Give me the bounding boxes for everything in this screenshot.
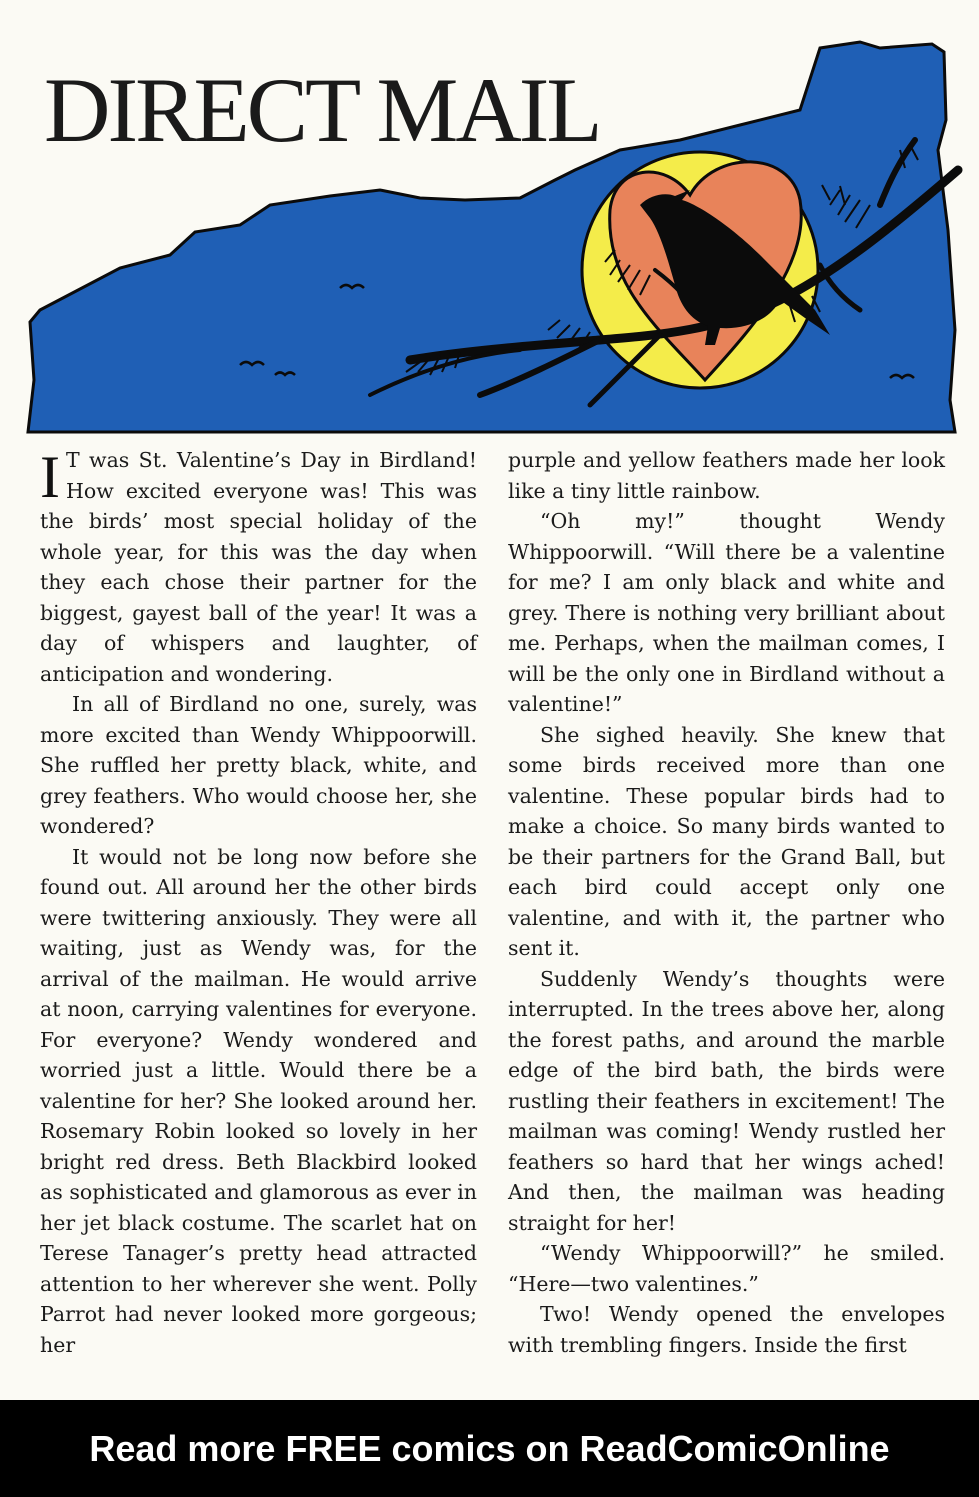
paragraph: It would not be long now before she found out. All around her the other birds were twittering anxiously. They were all waiting, just as Wendy was, for the arrival of the mailman. He would arrive at noon, carrying valentines for everyone. For everyone? Wendy wondered and worried just a little. Would there be a valentine for her? She looked around her. Rosemary Robin looked so lovely in her bright red dress. Beth Blackbird looked as sophisticated and glamorous as ever in her jet black costume. The scarlet hat on Terese Tanager’s pretty head attracted attention to her wherever she went. Polly Parrot had never looked more gorgeous; her [40, 844, 477, 1357]
drop-cap: I [40, 444, 60, 510]
paragraph: Suddenly Wendy’s thoughts were interrupted. In the trees above her, along the forest paths, and around the marble edge of the bird bath, the birds were rustling their feathers in excitement! The mailman was coming! Wendy rustled her feathers so hard that her wings ached! And then, the mailman was heading straight for her! [508, 966, 945, 1235]
left-column [40, 445, 477, 1360]
paragraph: “Oh my!” thought Wendy Whippoorwill. “Will there be a valentine for me? I am only black and white and grey. There is nothing very brilliant about me. Perhaps, when the mailman comes, I will be the only one in Birdland without a valentine!” [508, 509, 945, 716]
paragraph: “Wendy Whippoorwill?” he smiled. “Here—two valentines.” [508, 1241, 945, 1296]
paragraph: In all of Birdland no one, surely, was more excited than Wendy Whippoorwill. She ruffled her pretty black, white, and grey feathers. Who would choose her, she wondered? [40, 692, 477, 838]
paragraph [40, 445, 477, 689]
right-column [508, 445, 945, 1360]
story-title: DIRECT MAIL [44, 59, 600, 161]
paragraph: She sighed heavily. She knew that some birds received more than one valentine. These popular birds had to make a choice. So many birds wanted to be their partners for the Grand Ball, but each bird could accept only one valentine, and with it, the partner who sent it. [508, 722, 945, 960]
paragraph-text: T was St. Valentine’s Day in Birdland! How excited everyone was! This was the birds’ most special holiday of the whole year, for this was the day when they each chose their partner for the biggest, gayest ball of the year! It was a day of whispers and laughter, of anticipation and wondering. [40, 448, 477, 686]
promo-banner-text[interactable]: Read more FREE comics on ReadComicOnline [89, 1427, 890, 1469]
paragraph: purple and yellow feathers made her look like a tiny little rainbow. [508, 448, 945, 503]
paragraph: Two! Wendy opened the envelopes with trembling fingers. Inside the first [508, 1302, 945, 1357]
promo-banner[interactable] [0, 1400, 979, 1497]
